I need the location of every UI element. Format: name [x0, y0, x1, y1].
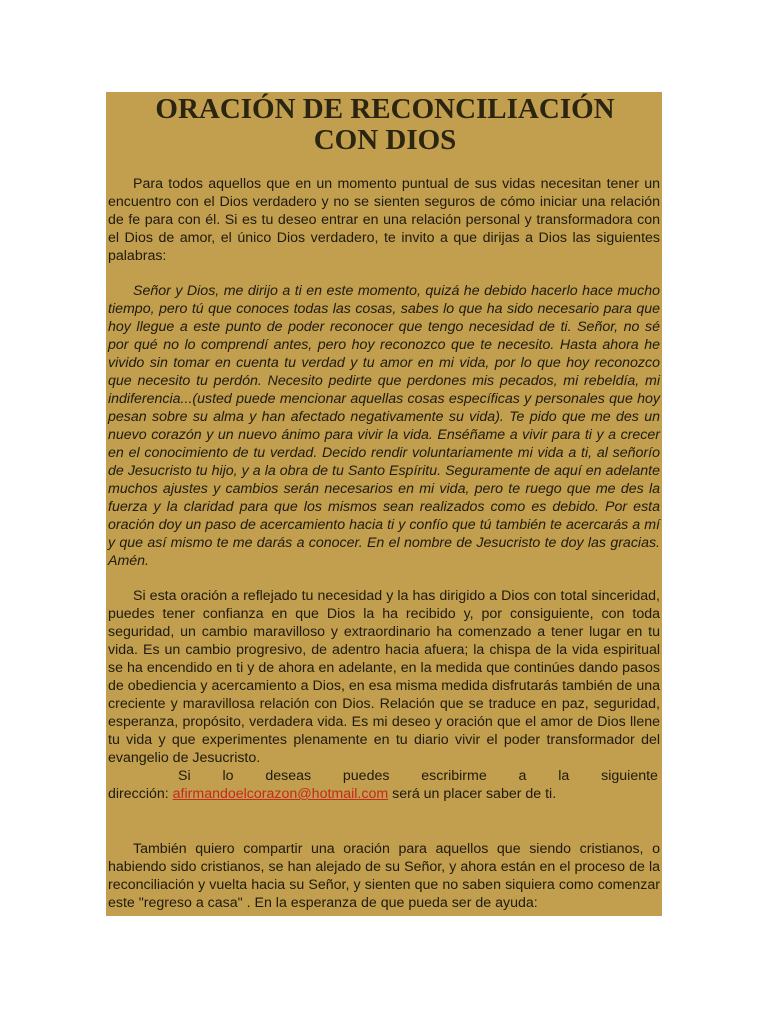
- contact-word: a: [518, 768, 527, 784]
- contact-word: lo: [222, 768, 234, 784]
- contact-word: escribirme: [421, 768, 487, 784]
- title-line-2: CON DIOS: [313, 124, 457, 156]
- followup-paragraph: Si esta oración a reflejado tu necesidad y la has dirigido a Dios con total sinceridad, puedes tener confianza en que Dios la ha recibido y, por consiguiente, con toda seguridad, un cambio maravilloso y extraordinario ha comenzado a tener lugar en tu vida. Es un cambio progresivo, de adentro hacia afuera; la chispa de la vida espiritual se ha encendido en ti y de ahora en adelante, en la medida que continúes dando pasos de obediencia y acercamiento a Dios, en esa misma medida disfrutarás también de una creciente y maravillosa relación con Dios. Relación que se traduce en paz, seguridad, esperanza, propósito, verdadera vida. Es mi deseo y oración que el amor de Dios llene tu vida y que experimentes plenamente en tu diario vivir el poder transformador del evangelio de Jesucristo.: [108, 588, 660, 766]
- contact-word: la: [558, 768, 570, 784]
- intro-paragraph: Para todos aquellos que en un momento puntual de sus vidas necesitan tener un encuentro con el Dios verdadero y no se sienten seguros de cómo iniciar una relación de fe para con él. Si es tu deseo entrar en una relación personal y transformadora con el Dios de amor, el único Dios verdadero, te invito a que dirijas a Dios las siguientes palabras:: [108, 176, 660, 264]
- title-line-1: ORACIÓN DE RECONCILIACIÓN: [155, 93, 615, 125]
- contact-prefix: dirección:: [108, 786, 173, 802]
- contact-word: Si: [178, 768, 191, 784]
- contact-paragraph: [108, 785, 660, 803]
- document-panel: [106, 92, 662, 916]
- email-link[interactable]: afirmandoelcorazon@hotmail.com: [172, 786, 389, 802]
- contact-word: puedes: [342, 768, 390, 784]
- document-body: [108, 175, 662, 912]
- document-title: [108, 94, 662, 156]
- contact-suffix: será un placer saber de ti.: [388, 786, 557, 802]
- closing-paragraph: También quiero compartir una oración para aquellos que siendo cristianos, o habiendo sido cristianos, se han alejado de su Señor, y ahora están en el proceso de la reconciliación y vuelta hacia su Señor, y sienten que no saben siquiera como comenzar este "regreso a casa" . En la esperanza de que pueda ser de ayuda:: [108, 841, 660, 911]
- contact-word: deseas: [265, 768, 312, 784]
- contact-line: [108, 767, 660, 785]
- prayer-paragraph: Señor y Dios, me dirijo a ti en este momento, quizá he debido hacerlo hace mucho tiempo, pero tú que conoces todas las cosas, sabes lo que ha sido necesario para que hoy llegue a este punto de poder reconocer que tengo necesidad de ti. Señor, no sé por qué no lo comprendí antes, pero hoy reconozco que te necesito. Hasta ahora he vivido sin tomar en cuenta tu verdad y tu amor en mi vida, por lo que hoy reconozco que necesito tu perdón. Necesito pedirte que perdones mis pecados, mi rebeldía, mi indiferencia...(usted puede mencionar aquellas cosas específicas y personales que hoy pesan sobre su alma y han afectado negativamente su vida). Te pido que me des un nuevo corazón y un nuevo ánimo para vivir la vida. Enséñame a vivir para ti y a crecer en el conocimiento de tu verdad. Decido rendir voluntariamente mi vida a ti, al señorío de Jesucristo tu hijo, y a la obra de tu Santo Espíritu. Seguramente de aquí en adelante muchos ajustes y cambios serán necesarios en mi vida, pero te ruego que me des la fuerza y la claridad para que los mismos sean realizados como es debido. Por esta oración doy un paso de acercamiento hacia ti y confío que tú también te acercarás a mí y que así mismo te me darás a conocer. En el nombre de Jesucristo te doy las gracias. Amén.: [108, 283, 660, 569]
- contact-word: siguiente: [601, 768, 658, 784]
